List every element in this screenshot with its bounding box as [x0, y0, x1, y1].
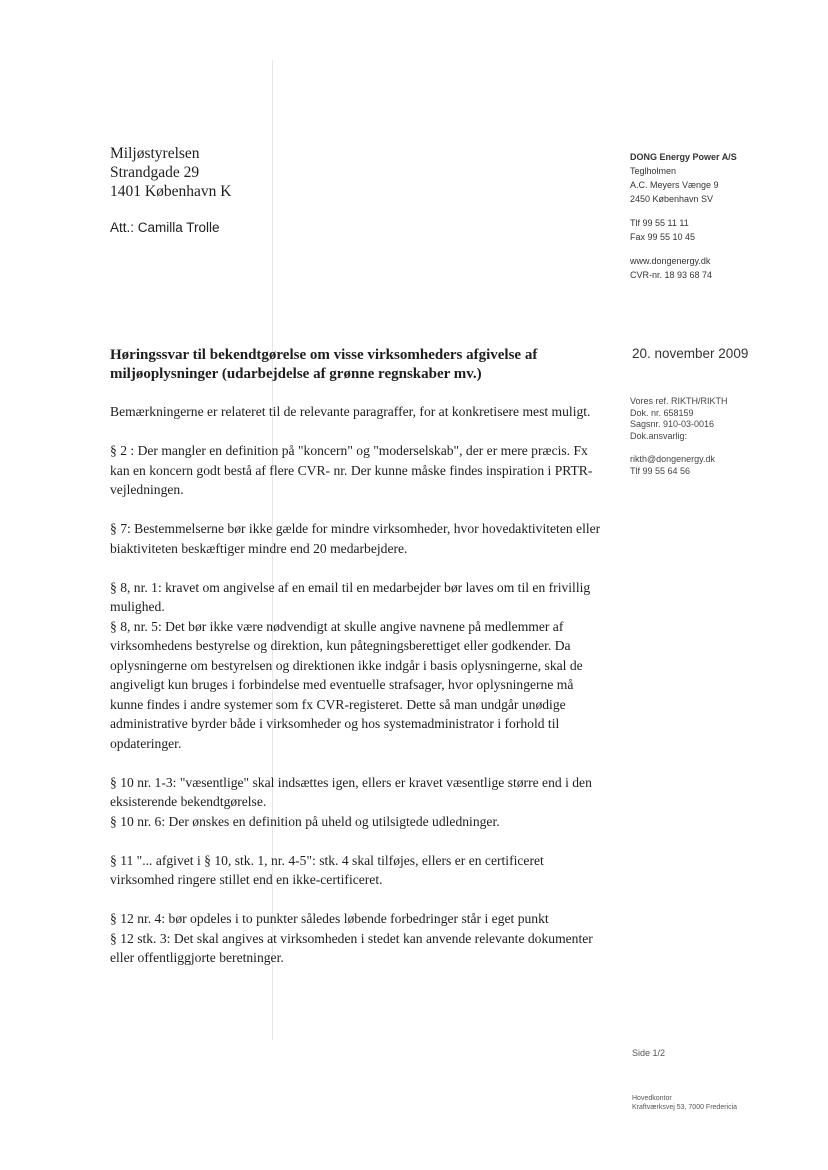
- recipient-city: 1401 København K: [110, 183, 232, 200]
- company-fax: Fax 99 55 10 45: [630, 232, 696, 242]
- paragraph-section-10-6: § 10 nr. 6: Der ønskes en definition på uheld og utilsigtede udledninger.: [110, 813, 500, 829]
- company-address-3: 2450 København SV: [630, 194, 714, 204]
- intro-paragraph: Bemærkningerne er relateret til de relevante paragraffer, for at konkretisere mest muligt.: [110, 404, 591, 419]
- document-responsible: Dok.ansvarlig:: [630, 430, 688, 441]
- paragraph-section-8-1: § 8, nr. 1: kravet om angivelse af en email til en medarbejder bør laves om til en frivillig mulighed.: [110, 579, 591, 614]
- paragraph-section-12-3: § 12 stk. 3: Det skal angives at virksomheden i stedet kan anvende relevante dokumenter eller offentliggjorte beretninger.: [110, 930, 593, 965]
- contact-email: rikth@dongenergy.dk: [630, 454, 716, 464]
- company-name: DONG Energy Power A/S: [630, 152, 737, 162]
- attention-line: Att.: Camilla Trolle: [110, 220, 220, 235]
- reference-block: [630, 396, 728, 477]
- headquarters-label: Hovedkontor: [632, 1095, 672, 1102]
- paragraph-section-7: § 7: Bestemmelserne bør ikke gælde for mindre virksomheder, hvor hovedaktiviteten eller biaktiviteten beskæftiger mindre end 20 medarbejdere.: [110, 521, 601, 556]
- letter-body: [110, 402, 605, 968]
- company-address-2: A.C. Meyers Vænge 9: [630, 180, 719, 190]
- paragraph-section-2: § 2 : Der mangler en definition på "koncern" og "moderselskab", der er mere præcis. Fx kan en koncern godt bestå af flere CVR- nr. Der kunne måske findes inspiration i PRTR-vejledningen.: [110, 443, 593, 497]
- recipient-street: Strandgade 29: [110, 164, 200, 181]
- company-phone: Tlf 99 55 11 11: [630, 218, 689, 228]
- our-reference: Vores ref. RIKTH/RIKTH: [630, 396, 728, 406]
- recipient-name: Miljøstyrelsen: [110, 145, 200, 162]
- headquarters-block: [632, 1094, 737, 1112]
- company-address-1: Teglholmen: [630, 166, 677, 176]
- paragraph-section-12-4: § 12 nr. 4: bør opdeles i to punkter således løbende forbedringer står i eget punkt: [110, 911, 549, 926]
- paragraph-section-10-1-3: § 10 nr. 1-3: "væsentlige" skal indsættes igen, ellers er kravet væsentlige større end i den eksisterende bekendtgørelse.: [110, 774, 592, 809]
- company-cvr: CVR-nr. 18 93 68 74: [630, 270, 713, 280]
- case-number: Sagsnr. 910-03-0016: [630, 419, 715, 429]
- paragraph-section-8-5: § 8, nr. 5: Det bør ikke være nødvendigt at skulle angive navnene på medlemmer af virksomhedens bestyrelse og direktion, kun påtegningsberettiget eller godkender. Da oplysningerne om bestyrelsen og direktionen ikke indgår i basis oplysningerne, skal de angiveligt kun bruges i forbindelse med eventuelle strafsager, hvor oplysningerne må kunne findes i andre systemer som fx CVR-registeret. Dette så man undgår unødige administrative byrder både i virksomheder og hos systemadministrator i forhold til opdateringer.: [110, 618, 583, 751]
- company-website: www.dongenergy.dk: [630, 256, 711, 266]
- document-number: Dok. nr. 658159: [630, 407, 694, 418]
- letter-title: Høringssvar til bekendtgørelse om visse virksomheders afgivelse af miljøoplysninger (udarbejdelse af grønne regnskaber mv.): [110, 347, 538, 382]
- headquarters-address: Kraftværksvej 53, 7000 Fredericia: [632, 1104, 738, 1111]
- sender-block: [630, 150, 737, 282]
- letter-date: 20. november 2009: [632, 346, 749, 361]
- recipient-address: [110, 144, 231, 201]
- paragraph-section-11: § 11 "... afgivet i § 10, stk. 1, nr. 4-5": stk. 4 skal tilføjes, ellers er en certificeret virksomhed ringere stillet end en ikke-certificeret.: [110, 852, 544, 887]
- contact-phone: Tlf 99 55 64 56: [630, 465, 691, 476]
- page-number: Side 1/2: [632, 1048, 666, 1058]
